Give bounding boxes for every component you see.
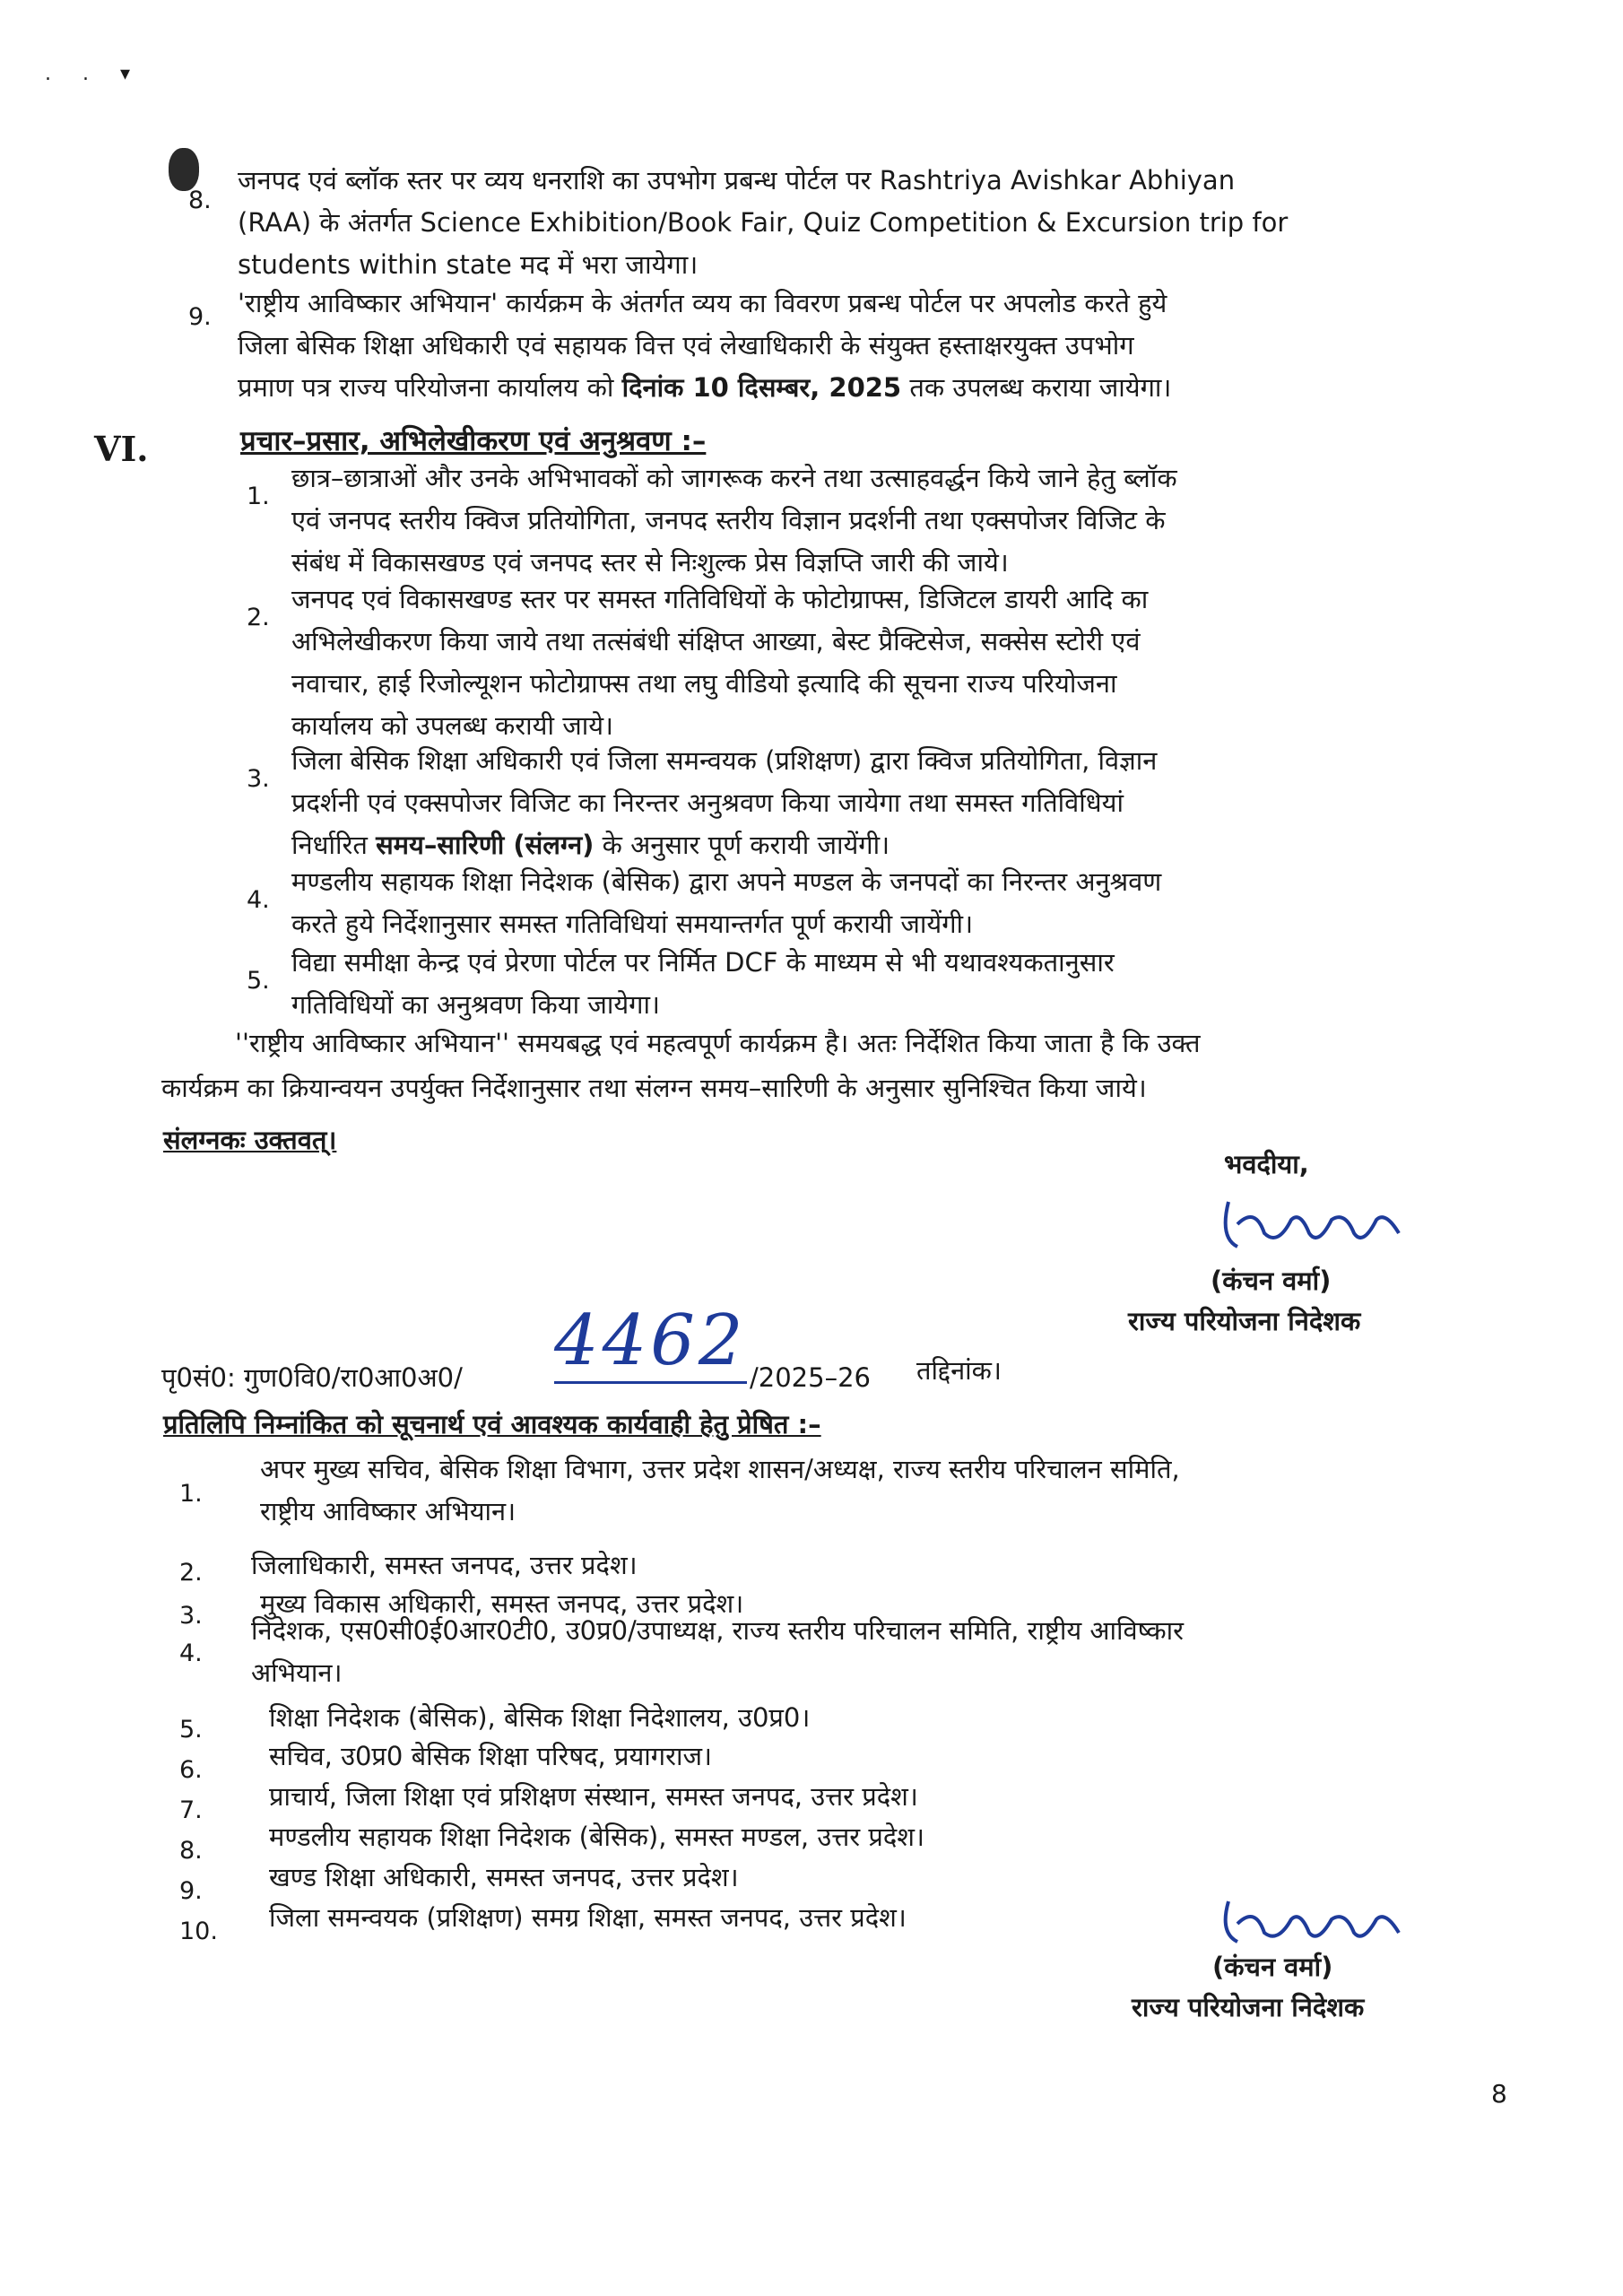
- text-line: जिला बेसिक शिक्षा अधिकारी एवं सहायक वित्त एवं लेखाधिकारी के संयुक्त हस्ताक्षरयुक्त उपभोग: [238, 330, 1134, 361]
- schedule-reference: समय–सारिणी (संलग्न): [376, 830, 595, 860]
- text-line: मण्डलीय सहायक शिक्षा निदेशक (बेसिक) द्वारा अपने मण्डल के जनपदों का निरन्तर अनुश्रवण: [291, 866, 1162, 897]
- section-vi-item-1: [291, 457, 1484, 584]
- copy-item-1: [260, 1448, 1515, 1533]
- text-line: [291, 824, 1484, 866]
- section-vi-item-2: [291, 578, 1484, 747]
- copy-item-5: शिक्षा निदेशक (बेसिक), बेसिक शिक्षा निदेशालय, उ0प्र0।: [269, 1702, 811, 1733]
- copy-item-number: 4.: [179, 1639, 203, 1667]
- copy-item-9: खण्ड शिक्षा अधिकारी, समस्त जनपद, उत्तर प्रदेश।: [269, 1862, 739, 1892]
- closing-line-1: ''राष्ट्रीय आविष्कार अभियान'' समयबद्ध एवं महत्वपूर्ण कार्यक्रम है। अतः निर्देशित किया जाता है कि उक्त: [235, 1028, 1201, 1058]
- copy-item-6: सचिव, उ0प्र0 बेसिक शिक्षा परिषद, प्रयागराज।: [269, 1741, 713, 1771]
- text-line: अभियान।: [251, 1657, 343, 1688]
- reference-date: तद्दिनांक।: [916, 1355, 1002, 1386]
- signatory-name-2: (कंचन वर्मा): [1212, 1952, 1333, 1982]
- section-vi-item-5: [291, 942, 1484, 1026]
- item-number: 9.: [188, 303, 212, 331]
- section-number: VI.: [94, 429, 149, 469]
- copy-item-10: जिला समन्वयक (प्रशिक्षण) समग्र शिक्षा, समस्त जनपद, उत्तर प्रदेश।: [269, 1902, 907, 1933]
- copy-item-number: 10.: [179, 1918, 218, 1945]
- item-number: 1.: [247, 483, 270, 510]
- text-line: अपर मुख्य सचिव, बेसिक शिक्षा विभाग, उत्तर प्रदेश शासन/अध्यक्ष, राज्य स्तरीय परिचालन समिति,: [260, 1454, 1180, 1484]
- text-line: students within state मद में भरा जायेगा।: [238, 249, 699, 280]
- text-line: नवाचार, हाई रिजोल्यूशन फोटोग्राफ्स तथा लघु वीडियो इत्यादि की सूचना राज्य परियोजना: [291, 668, 1117, 699]
- signatory-designation-2: राज्य परियोजना निदेशक: [1132, 1992, 1365, 2022]
- text-line: गतिविधियों का अनुश्रवण किया जायेगा।: [291, 989, 661, 1020]
- scan-marks: . . ▾: [45, 63, 143, 85]
- handwritten-reference-number: 4462: [554, 1300, 747, 1384]
- enclosure-note: संलग्नकः उक्तवत्।: [163, 1125, 337, 1155]
- item-number: 8.: [188, 187, 212, 214]
- text-span: प्रमाण पत्र राज्य परियोजना कार्यालय को: [238, 372, 622, 403]
- text-line: छात्र–छात्राओं और उनके अभिभावकों को जागरूक करने तथा उत्साहवर्द्धन किये जाने हेतु ब्लॉक: [291, 463, 1177, 493]
- item-number: 2.: [247, 604, 270, 631]
- text-line: एवं जनपद स्तरीय क्विज प्रतियोगिता, जनपद स्तरीय विज्ञान प्रदर्शनी तथा एक्सपोजर विजिट के: [291, 505, 1166, 535]
- text-line: अभिलेखीकरण किया जाये तथा तत्संबंधी संक्षिप्त आख्या, बेस्ट प्रैक्टिसेज, सक्सेस स्टोरी एवं: [291, 626, 1141, 657]
- copy-item-number: 7.: [179, 1796, 203, 1824]
- text-line: जनपद एवं ब्लॉक स्तर पर व्यय धनराशि का उपभोग प्रबन्ध पोर्टल पर Rashtriya Avishkar Abhiyan: [238, 165, 1236, 196]
- item-number: 3.: [247, 765, 270, 793]
- text-line: [238, 367, 1466, 409]
- text-span: निर्धारित: [291, 830, 377, 860]
- text-line: करते हुये निर्देशानुसार समस्त गतिविधियां समयान्तर्गत पूर्ण करायी जायेंगी।: [291, 909, 974, 939]
- copy-item-number: 8.: [179, 1837, 203, 1865]
- text-line: जनपद एवं विकासखण्ड स्तर पर समस्त गतिविधियों के फोटोग्राफ्स, डिजिटल डायरी आदि का: [291, 584, 1149, 614]
- text-line: विद्या समीक्षा केन्द्र एवं प्रेरणा पोर्टल पर निर्मित DCF के माध्यम से भी यथावश्यकतानुसार: [291, 947, 1115, 978]
- text-line: (RAA) के अंतर्गत Science Exhibition/Book Fair, Quiz Competition & Excursion trip for: [238, 207, 1289, 238]
- copy-item-number: 3.: [179, 1602, 203, 1630]
- text-span: तक उपलब्ध कराया जायेगा।: [901, 372, 1172, 403]
- signature-mark: [1211, 1184, 1408, 1265]
- copy-item-number: 5.: [179, 1716, 203, 1744]
- text-line: निदेशक, एस0सी0ई0आर0टी0, उ0प्र0/उपाध्यक्ष, राज्य स्तरीय परिचालन समिति, राष्ट्रीय आविष्कार: [251, 1615, 1184, 1646]
- copy-item-4: [251, 1610, 1506, 1694]
- text-line: संबंध में विकासखण्ड एवं जनपद स्तर से निःशुल्क प्रेस विज्ञप्ति जारी की जाये।: [291, 547, 1009, 578]
- closing-line-2: कार्यक्रम का क्रियान्वयन उपर्युक्त निर्देशानुसार तथा संलग्न समय–सारिणी के अनुसार सुनिश्चित किया जाये।: [161, 1073, 1147, 1103]
- reference-prefix: पृ0सं0: गुण0वि0/रा0आ0अ0/: [161, 1362, 463, 1393]
- copy-heading: प्रतिलिपि निम्नांकित को सूचनार्थ एवं आवश्यक कार्यवाही हेतु प्रेषित :–: [163, 1409, 821, 1439]
- copy-item-2: जिलाधिकारी, समस्त जनपद, उत्तर प्रदेश।: [251, 1550, 638, 1580]
- copy-item-number: 9.: [179, 1877, 203, 1905]
- signatory-designation: राज्य परियोजना निदेशक: [1128, 1306, 1361, 1336]
- section-vi-item-4: [291, 861, 1484, 945]
- copy-item-7: प्राचार्य, जिला शिक्षा एवं प्रशिक्षण संस्थान, समस्त जनपद, उत्तर प्रदेश।: [269, 1781, 918, 1812]
- text-span: के अनुसार पूर्ण करायी जायेंगी।: [594, 830, 890, 860]
- salutation: भवदीया,: [1224, 1149, 1309, 1179]
- item-9-text: [238, 283, 1466, 409]
- deadline-date: दिनांक 10 दिसम्बर, 2025: [621, 372, 902, 403]
- copy-item-number: 2.: [179, 1559, 203, 1587]
- text-line: जिला बेसिक शिक्षा अधिकारी एवं जिला समन्वयक (प्रशिक्षण) द्वारा क्विज प्रतियोगिता, विज्ञान: [291, 745, 1158, 776]
- copy-item-number: 6.: [179, 1756, 203, 1784]
- text-line: राष्ट्रीय आविष्कार अभियान।: [260, 1496, 516, 1526]
- text-line: प्रदर्शनी एवं एक्सपोजर विजिट का निरन्तर अनुश्रवण किया जायेगा तथा समस्त गतिविधियां: [291, 787, 1124, 818]
- item-number: 4.: [247, 886, 270, 914]
- page-number: 8: [1491, 2079, 1507, 2109]
- reference-suffix: /2025–26: [750, 1362, 871, 1393]
- item-number: 5.: [247, 967, 270, 995]
- copy-item-8: मण्डलीय सहायक शिक्षा निदेशक (बेसिक), समस्त मण्डल, उत्तर प्रदेश।: [269, 1822, 924, 1852]
- signatory-name: (कंचन वर्मा): [1211, 1265, 1332, 1296]
- text-line: 'राष्ट्रीय आविष्कार अभियान' कार्यक्रम के अंतर्गत व्यय का विवरण प्रबन्ध पोर्टल पर अपलोड करते हुये: [238, 288, 1167, 318]
- item-8-text: [238, 160, 1466, 286]
- copy-item-3: मुख्य विकास अधिकारी, समस्त जनपद, उत्तर प्रदेश।: [260, 1588, 744, 1619]
- copy-item-number: 1.: [179, 1480, 203, 1508]
- section-vi-item-3: [291, 740, 1484, 866]
- text-line: कार्यालय को उपलब्ध करायी जाये।: [291, 710, 614, 741]
- section-heading: प्रचार–प्रसार, अभिलेखीकरण एवं अनुश्रवण :–: [240, 425, 707, 457]
